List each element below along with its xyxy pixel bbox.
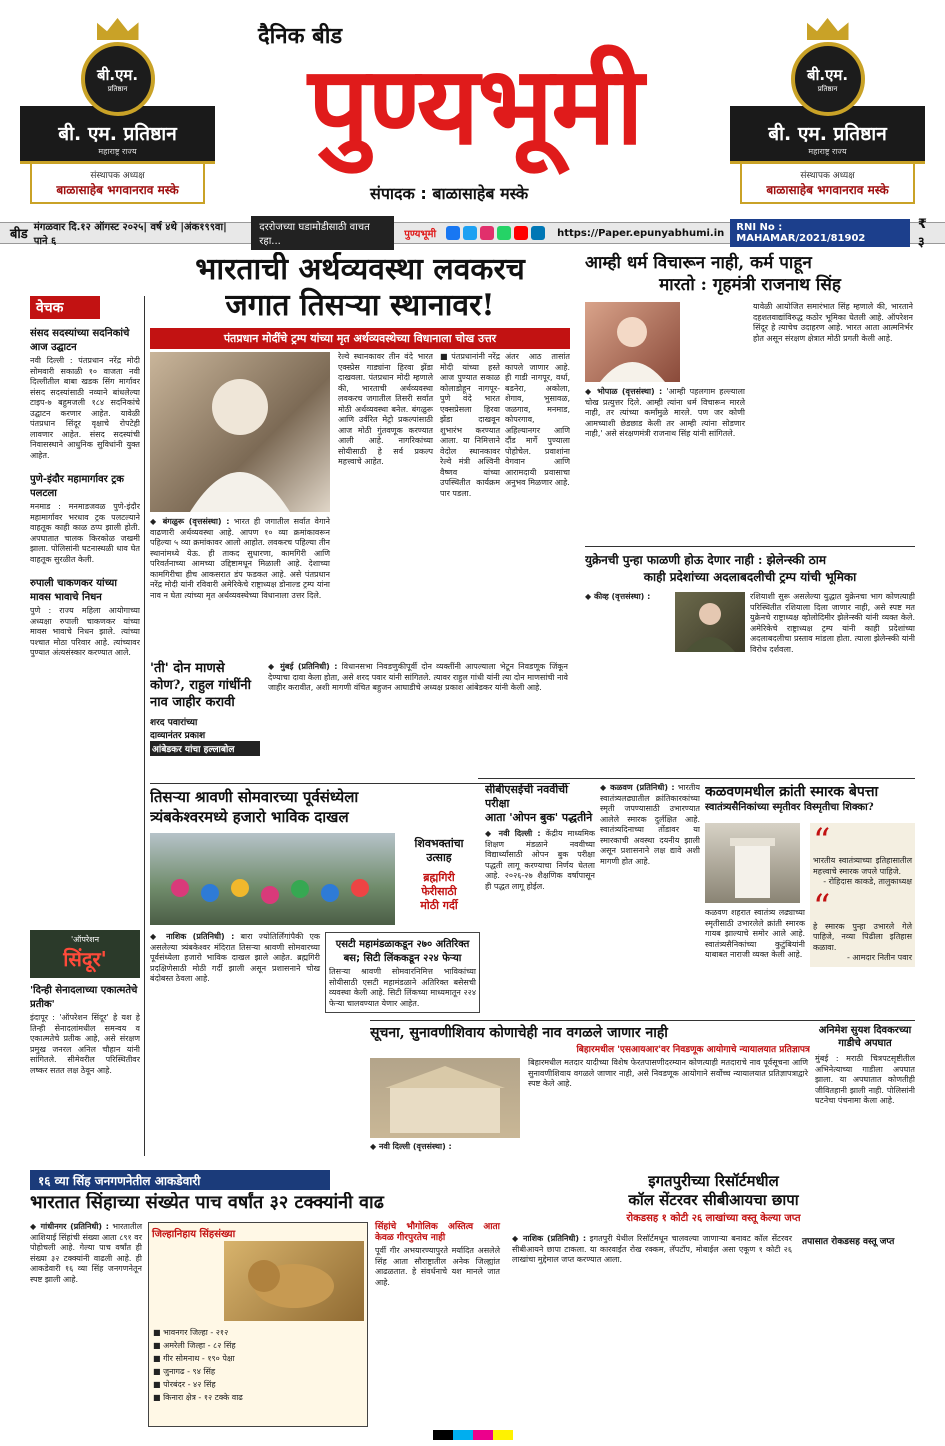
rahul-dateline: ◆ मुंबई (प्रतिनिधी) : [268, 662, 338, 671]
kalwan-dateline: ◆ कळवण (प्रतिनिधी) : [600, 783, 675, 792]
registration-marks [0, 1430, 945, 1442]
rahul-body-text: विधानसभा निवडणुकीपूर्वी दोन व्यक्तींनी आपल्याला भेटून निवडणूक जिंकून देण्याचा दावा केला होता, असे शरद पवार यांनी सांगितले. त्यावर राहुल गांधी यांनी त्या दोन माणसांची नावे जाहीर करावीत, अशी मागणी वंचित बहुजन आघाडीचे अध्यक्ष प्रकाश आंबेडकर यांनी केली आहे. [268, 662, 568, 692]
supreme-headline: सूचना, सुनावणीशिवाय कोणाचेही नाव वगळले जाणार नाही [370, 1025, 668, 1041]
city-label: बीड [10, 227, 28, 242]
founder-label: संस्थापक अध्यक्ष [800, 171, 855, 181]
st-box-title: एसटी महामंडळाकडून २७० अतिरिक्त बस; सिटी लिंककडून २२४ फेऱ्या [335, 939, 470, 964]
lion-photo [224, 1241, 364, 1321]
teaser-banner: दररोजच्या घडामोडीसाठी वाचत रहा... [251, 216, 394, 250]
st-box [325, 932, 480, 1013]
quote-by: - आमदार नितीन पवार [847, 953, 912, 962]
epaper-url[interactable]: https://Paper.epunyabhumi.in [557, 227, 725, 239]
cbse-headline-2: आता 'ओपन बुक' पद्धतीने [485, 811, 593, 824]
zelensky-body [585, 592, 670, 603]
rajnath-story [585, 252, 915, 542]
quote-icon: “ [813, 886, 831, 927]
sindoor-badge-main: सिंदूर' [63, 947, 107, 971]
brand-name: बी. एम. प्रतिष्ठान [768, 123, 887, 145]
cbse-body [485, 829, 595, 892]
sinhgad-body: पूर्वी गीर अभयारण्यापुरते मर्यादित असलेले सिंह आता सौराष्ट्रातील अनेक जिल्ह्यांत आढळतात. हे संवर्धनाचे यश मानले जात आहे. [375, 1246, 500, 1287]
shravan-body-text: बारा ज्योतिर्लिंगांपैकी एक असलेल्या त्र्यंबकेश्वर मंदिरात तिसऱ्या श्रावणी सोमवारच्या पूर्वसंध्येला हजारो भाविक दाखल झाले आहेत. ब्रह्मगिरी प्रदक्षिणेसाठी मोठी गर्दी झाली असून प्रशासनाने चोख बंदोबस्त ठेवला आहे. [150, 932, 321, 983]
sidebar-item-body: पुणे : राज्य महिला आयोगाच्या अध्यक्षा रुपाली चाकणकर यांच्या मावस भावाचे निधन झाले. त्यांच्या पश्चात मोठा परिवार आहे. त्यांच्यावर पुण्यात अंत्यसंस्कार करण्यात आले. [30, 606, 140, 657]
shravan-tags [400, 837, 478, 913]
igatpuri-side-title: तपासात रोकडसह वस्तू जप्त [802, 1237, 895, 1247]
sidebar-item-body: मनमाड : मनमाडजवळ पुणे-इंदौर महामार्गावर भरधाव ट्रक पलटल्याने वाहतूक काही काळ ठप्प झाली होती. अपघातात चालक किरकोळ जखमी झाला. पोलिसांनी घटनास्थळी धाव घेत वाहतूक सुरळीत केली. [30, 502, 140, 564]
sinhgad-title: सिंहांचे भौगोलिक अस्तित्व आता केवळ गीरपुरतेच नाही [375, 1222, 500, 1243]
rahul-body [268, 662, 568, 694]
brand-ribbon [30, 164, 205, 204]
lead-body [150, 517, 330, 601]
zelensky-story [585, 552, 915, 767]
shravan-body [150, 932, 320, 985]
building-icon [370, 1058, 520, 1138]
tag-line: शिवभक्तांचा [414, 837, 464, 850]
zelensky-photo [675, 592, 745, 652]
twitter-icon[interactable] [463, 226, 477, 240]
brand-seal [81, 42, 155, 116]
lion-body [30, 1222, 142, 1285]
lion-stat: ■ गीर सोमनाथ - १९० पेक्षा [153, 1354, 235, 1363]
brand-state: महाराष्ट्र राज्य [808, 147, 847, 156]
lion-stat: ■ भावनगर जिल्हा - २१२ [153, 1328, 229, 1337]
anil-headline-2: गाडीचे अपघात [838, 1038, 892, 1049]
whatsapp-icon[interactable] [497, 226, 511, 240]
smarak-photo [705, 823, 800, 903]
seal-text: बी.एम. [806, 65, 849, 84]
masthead [0, 0, 945, 225]
rajnath-headline: आम्ही धर्म विचारून नाही, कर्म पाहून [585, 253, 812, 273]
shravan-dateline: ◆ नाशिक (प्रतिनिधी) : [150, 932, 235, 941]
court-photo [370, 1058, 520, 1138]
lead-body-d: अंतर आठ तासांत कापले जाणार आहे. ही गाडी नागपूर, वर्धा, बडनेरा, अकोला, शेगाव, भुसावळ, जळगाव, मनमाड, कोपरगाव, अहिल्यानगर आणि दौंड मार्गे पुण्याला पोहोचेल. प्रवाशांना वेगवान आणि आरामदायी प्रवासाचा अनुभव मिळणार आहे. [505, 352, 570, 487]
mini-logo: पुण्यभूमी [404, 229, 437, 240]
lion-stat: ■ अमरेली जिल्हा - ८२ सिंह [153, 1341, 236, 1350]
kalwan-body [600, 783, 700, 867]
title-block [240, 14, 710, 214]
person-silhouette-icon [585, 302, 680, 382]
zelensky-body-text: रशियाशी सुरू असलेल्या युद्धात युक्रेनचा भाग कोणत्याही परिस्थितीत रशियाला दिला जाणार नाही, असे स्पष्ट मत युक्रेनचे राष्ट्राध्यक्ष व्होलोदिमीर झेलेन्स्की यांनी व्यक्त केले. अमेरिकेचे राष्ट्राध्यक्ष ट्रम्प यांनी काही प्रदेशांच्या अदलाबदलीचा प्रस्ताव मांडला होता. त्याला झेलेन्स्की यांनी विरोध दर्शवला. [750, 592, 915, 654]
shravan-headline-2: त्र्यंबकेश्वरमध्ये हजारो भाविक दाखल [150, 808, 349, 826]
kalwan-body-text: भारतीय स्वातंत्र्यलढ्यातील क्रांतिकारकांच्या स्मृती जपण्यासाठी उभारण्यात आलेले स्मारक दुर्लक्षित आहे. स्वातंत्र्यदिनाच्या तोंडावर या स्मारकाची अवस्था दयनीय झाली असून प्रशासनाने लक्ष द्यावे अशी मागणी होत आहे. [600, 783, 700, 866]
lion-icon [224, 1241, 364, 1321]
social-icons [446, 226, 545, 240]
anil-headline: अनिमेश सुयश दिवकरच्या [818, 1025, 912, 1036]
lion-strip: १६ व्या सिंह जनगणनेतील आकडेवारी [30, 1170, 330, 1190]
founder-name: बाळासाहेब भगवानराव मस्के [56, 183, 179, 197]
modi-photo [150, 352, 330, 512]
instagram-icon[interactable] [480, 226, 494, 240]
sidebar-item-body: नवी दिल्ली : पंतप्रधान नरेंद्र मोदी सोमवारी सकाळी १० वाजता नवी दिल्लीतील बाबा खडक सिंग मार्गावर संसद सदस्यांसाठी नव्याने बांधलेल्या टाइप-७ बहुमजली १८४ सदनिकांचे उद्घाटन करणार आहेत. यावेळी पंतप्रधान सिंदूर वृक्षाचे रोपटेही लावणार आहेत. संसद सदस्यांची निवासस्थाने आधुनिक सुविधांनी युक्त आहेत. [30, 356, 140, 460]
founder-label: संस्थापक अध्यक्ष [90, 171, 145, 181]
shravan-headline: तिसऱ्या श्रावणी सोमवारच्या पूर्वसंध्येला [150, 788, 359, 806]
monument-icon [705, 823, 800, 903]
rahul-byline-2: दाव्यानंतर प्रकाश [150, 731, 206, 741]
lion-headline: भारतात सिंहाच्या संख्येत पाच वर्षांत ३२ टक्क्यांनी वाढ [30, 1192, 384, 1213]
seal-text: बी.एम. [96, 65, 139, 84]
st-box-body: तिसऱ्या श्रावणी सोमवारनिमित्त भाविकांच्या सोयीसाठी एसटी महामंडळाने अतिरिक्त बसेसची व्यवस्था केली आहे. सिटी लिंकच्या माध्यमातून २२४ फेऱ्या चालवण्यात येणार आहेत. [329, 967, 476, 1008]
sindoor-headline: 'दिन्ही सेनादलाच्या एकात्मतेचे प्रतीक' [30, 985, 138, 1010]
quote-text: हे स्मारक पुन्हा उभारले गेले पाहिजे, नव्या पिढीला इतिहास कळावा. [813, 921, 912, 952]
seal-subtext: प्रतिष्ठान [107, 84, 128, 93]
rni-number: RNI No : MAHAMAR/2021/81902 [730, 219, 910, 247]
smarak-body: कळवण शहरात स्वातंत्र्य लढ्याच्या स्मृतीसाठी उभारलेले क्रांती स्मारक गायब झाल्याचे समोर आले आहे. स्वातंत्र्यसैनिकांच्या कुटुंबियांनी याबाबत नाराजी व्यक्त केली आहे. [705, 908, 805, 959]
lead-dateline: ◆ बंगळुरू (वृत्तसंस्था) : [150, 517, 230, 526]
supreme-story [370, 1024, 810, 1162]
zelensky-dateline: ◆ कीव्ह (वृत्तसंस्था) : [585, 592, 651, 601]
rahul-byline-1: शरद पवारांच्या [150, 718, 198, 728]
smarak-headline: कळवणमधील क्रांती स्मारक बेपत्ता [705, 784, 879, 800]
brand-seal [791, 42, 865, 116]
rahul-story [150, 660, 570, 778]
lion-stat: ■ जुनागढ - ९४ सिंह [153, 1367, 216, 1376]
zelensky-headline: युक्रेनची पुन्हा फाळणी होऊ देणार नाही : झेलेन्स्की ठाम [585, 553, 827, 567]
sinhgad-box [375, 1222, 500, 1288]
quote-icon: “ [813, 821, 831, 861]
person-silhouette-icon [675, 592, 745, 652]
cbse-story [485, 783, 595, 1013]
igatpuri-body [512, 1234, 792, 1266]
lead-body-c: ■ पंतप्रधानांनी नरेंद्र मोदी यांच्या हस्ते आज पुण्यात सकाळ कोलाडोहून नागपूर-पुणे वंदे भारत एक्सप्रेसला हिरवा झेंडा दाखवून शुभारंभ करण्यात आला. या निमित्ताने वेदोल स्थानकावर रेल्वे मंत्री अश्विनी वैष्णव यांच्या उपस्थितीत कार्यक्रम पार पडला. [440, 352, 500, 498]
rajnath-body [585, 387, 745, 440]
rahul-headline: 'ती' दोन माणसे कोण?, राहुल गांधींनी नाव जाहीर करावी [150, 661, 251, 710]
lead-headline-2: जगात तिसऱ्या स्थानावर! [225, 288, 495, 323]
tag-line: फेरीसाठी [421, 885, 457, 898]
lion-body-text: भारतातील आशियाई सिंहांची संख्या आता ८९१ वर पोहोचली आहे. गेल्या पाच वर्षांत ही संख्या ३२ टक्क्यांनी वाढली आहे. ही आकडेवारी १६ व्या सिंह जनगणनेतून स्पष्ट झाली आहे. [30, 1222, 142, 1284]
tag-line: ब्रह्मगिरी [423, 871, 455, 884]
brand-state: महाराष्ट्र राज्य [98, 147, 137, 156]
rajnath-dateline: ◆ भोपाळ (वृत्तसंस्था) : [585, 387, 663, 396]
sidebar-item-title: रुपाली चाकणकर यांच्या मावस भावाचे निधन [30, 578, 117, 603]
tag-line: मोठी गर्दी [420, 899, 458, 912]
kalwan-smarak-story [705, 783, 915, 1013]
cbse-dateline: ◆ नवी दिल्ली : [485, 829, 541, 838]
lead-body-b: रेल्वे स्थानकावर तीन वंदे भारत एक्स्प्रेस गाड्यांना हिरवा झेंडा दाखवला. पंतप्रधान मोदी म्हणाले की, भारताची अर्थव्यवस्था लवकरच जगातील तिसरी सर्वात मोठी अर्थव्यवस्था बनेल. बंगळुरू आणि उर्वरित मेट्रो प्रकल्पांसाठी आज मोठी गुंतवणूक करण्यात आली आहे. नागरिकांच्या सोयीसाठी हे सर्व प्रकल्प महत्त्वाचे आहेत. [338, 352, 433, 466]
lion-stat: ■ किनारा क्षेत्र - १२ टक्के वाढ [153, 1393, 243, 1402]
infobox-title: जिल्हानिहाय सिंहसंख्या [152, 1229, 236, 1240]
issue-date: मंगळवार दि.१२ ऑगस्ट २०२५| वर्ष ४थे |अंक१९९वा| पाने ६ [33, 222, 227, 247]
sindoor-story [30, 930, 140, 1165]
quote-box [810, 823, 915, 967]
crown-icon [97, 18, 139, 40]
igatpuri-dateline: ◆ नाशिक (प्रतिनिधी) : [512, 1234, 587, 1243]
kalwan-story [600, 783, 700, 1013]
cbse-headline: सीबीएसईची नववीची परीक्षा [485, 783, 569, 810]
sindoor-badge-top: 'ऑपरेशन [70, 935, 100, 944]
zelensky-headline-2: काही प्रदेशांच्या अदलाबदलीची ट्रम्प यांची भूमिका [643, 570, 857, 584]
rajnath-body-b: यावेळी आयोजित समारंभात सिंह म्हणाले की, भारताने दहशतवाद्यांविरुद्ध कठोर भूमिका घेतली आहे. ऑपरेशन सिंदूर हे त्याचेच उदाहरण आहे. भारत आता आत्मनिर्भर होत असून संरक्षण क्षेत्रात मोठी प्रगती केली आहे. [753, 302, 913, 343]
igatpuri-side [802, 1234, 914, 1247]
sidebar-item [30, 575, 140, 659]
price: ₹ ३ [917, 216, 927, 250]
anil-story [815, 1024, 915, 1162]
supreme-body [370, 1142, 520, 1153]
igatpuri-body-text: इगतपुरी येथील रिसॉर्टमधून चालवल्या जाणाऱ्या बनावट कॉल सेंटरवर सीबीआयने छापा टाकला. या कारवाईत रोख रक्कम, लॅपटॉप, मोबाईल असा एकूण १ कोटी २६ लाखांचा मुद्देमाल जप्त करण्यात आला. [512, 1234, 793, 1264]
lead-headline: भारताची अर्थव्यवस्था लवकरच [195, 252, 525, 287]
rahul-byline-3: आंबेडकर यांचा हल्लाबोल [150, 741, 260, 756]
brand-ribbon [740, 164, 915, 204]
lead-body-a: भारत ही जगातील सर्वात वेगाने वाढणारी अर्थव्यवस्था आहे. आपण १० व्या क्रमांकावरून पहिल्या ५ व्या क्रमांकावर आलो आहोत. लवकरच पहिल्या तीन स्थानांमध्ये येऊ. ही ताकद सुधारणा, कामगिरी आणि परिवर्तनाच्या आमच्या उद्दिष्टामधून मिळाली आहे. देशाच्या कामगिरीचा हीच आकसरात डंप फडकत आहे. असे पंतप्रधान नरेंद्र मोदी यांनी रविवारी अमेरिकेचे राष्ट्राध्यक्ष डोनाल्ड ट्रम्प यांना नाव न घेता त्यांच्या मृत अर्थव्यवस्थेच्या विधानाला उत्तर दिले. [150, 517, 330, 600]
sidebar-item [30, 471, 140, 565]
pilgrims-photo [150, 833, 395, 925]
editor-line: संपादक : बाळासाहेब मस्के [370, 184, 529, 203]
sindoor-badge [30, 930, 140, 978]
anil-body: मुंबई : मराठी चित्रपटसृष्टीतील अभिनेत्याच्या गाडीला अपघात झाला. या अपघातात कोणतीही जीवितहानी झाली नाही. पोलिसांनी घटनेचा पंचनामा केला आहे. [815, 1054, 915, 1105]
igatpuri-story [512, 1172, 915, 1437]
sidebar-header: वेचक [30, 296, 100, 319]
crown-icon [807, 18, 849, 40]
lion-stat: ■ पोरबंदर - ४२ सिंह [153, 1380, 216, 1389]
sidebar-item [30, 325, 140, 461]
lion-story [30, 1192, 505, 1437]
lion-infobox [148, 1222, 368, 1427]
globe-icon[interactable] [531, 226, 545, 240]
lead-story [150, 252, 570, 647]
supreme-subhead: बिहारमधील 'एसआयआर'वर निवडणूक आयोगाचे न्यायालयात प्रतिज्ञापत्र [576, 1045, 810, 1055]
lion-dateline: ◆ गांधीनगर (प्रतिनिधी) : [30, 1222, 109, 1231]
quote-text: भारतीय स्वातंत्र्याच्या इतिहासातील महत्त्वाचे स्मारक जपले पाहिजे. [813, 856, 912, 876]
sindoor-body: इंदापूर : 'ऑपरेशन सिंदूर' हे यश हे तिन्ही सेनादलांमधील समन्वय व एकात्मतेचे प्रतीक आहे, असे संरक्षण प्रमुख जनरल अनिल चौहान यांनी सांगितले. सीमेवरील परिस्थितीवर लष्कर सतत लक्ष ठेवून आहे. [30, 1013, 140, 1075]
youtube-icon[interactable] [514, 226, 528, 240]
smarak-headline-2: स्वातंत्र्यसैनिकांच्या स्मृतीवर विस्मृतीचा शिक्का? [705, 802, 874, 813]
facebook-icon[interactable] [446, 226, 460, 240]
rajnath-body-a: 'आम्ही पहलगाम हल्ल्याला चोख प्रत्युत्तर दिले. आम्ही त्यांना धर्म विचारून मारले नाही, तर त्यांच्या कर्मांमुळे मारले. पण जर कोणी आमच्याशी छेडछाड केली तर आम्ही त्यांना सोडणार नाही,' असे संरक्षणमंत्री राजनाथ सिंह यांनी सांगितले. [585, 387, 745, 438]
igatpuri-headline-2: कॉल सेंटरवर सीबीआयचा छापा [628, 1191, 799, 1209]
tag-line: उत्साह [426, 851, 452, 864]
igatpuri-headline: इगतपुरीच्या रिसॉर्टमधील [648, 1172, 779, 1190]
igatpuri-subhead: रोकडसह १ कोटी २६ लाखांच्या वस्तू केल्या जप्त [626, 1213, 801, 1224]
founder-name: बाळासाहेब भगवानराव मस्के [766, 183, 889, 197]
cbse-body-text: केंद्रीय माध्यमिक शिक्षण मंडळाने नववीच्या विद्यार्थ्यांसाठी ओपन बुक परीक्षा पद्धती लागू करण्याचा निर्णय घेतला आहे. २०२६-२७ शैक्षणिक वर्षापासून ही पद्धत लागू होईल. [485, 829, 595, 891]
sidebar-item-title: पुणे-इंदौर महामार्गावर ट्रक पलटला [30, 474, 124, 499]
rajnath-headline-2: मारतो : गृहमंत्री राजनाथ सिंह [659, 275, 841, 295]
info-strip [0, 216, 945, 250]
seal-subtext: प्रतिष्ठान [817, 84, 838, 93]
crowd-icon [150, 833, 395, 925]
person-silhouette-icon [150, 352, 330, 512]
rajnath-photo [585, 302, 680, 382]
brand-badge-right [730, 18, 925, 197]
lead-subhead: पंतप्रधान मोदींचे ट्रम्प यांच्या मृत अर्थव्यवस्थेच्या विधानाला चोख उत्तर [150, 328, 570, 349]
brand-badge-left [20, 18, 215, 197]
daily-label: दैनिक बीड [258, 24, 343, 49]
paper-name: पुण्यभूमी [308, 43, 642, 169]
quote-by: - रोहिदास काकडे, तालुकाध्यक्ष [823, 877, 912, 886]
sidebar-item-title: संसद सदस्यांच्या सदनिकांचे आज उद्घाटन [30, 328, 130, 353]
brand-name: बी. एम. प्रतिष्ठान [58, 123, 177, 145]
supreme-body-text: बिहारमधील मतदार यादीच्या विशेष फेरतपासणीदरम्यान कोणत्याही मतदाराचे नाव पूर्वसूचना आणि सुनावणीशिवाय वगळले जाणार नाही, असे निवडणूक आयोगाने सर्वोच्च न्यायालयात प्रतिज्ञापत्राद्वारे स्पष्ट केले आहे. [528, 1058, 808, 1088]
supreme-dateline: ◆ नवी दिल्ली (वृत्तसंस्था) : [370, 1142, 452, 1151]
